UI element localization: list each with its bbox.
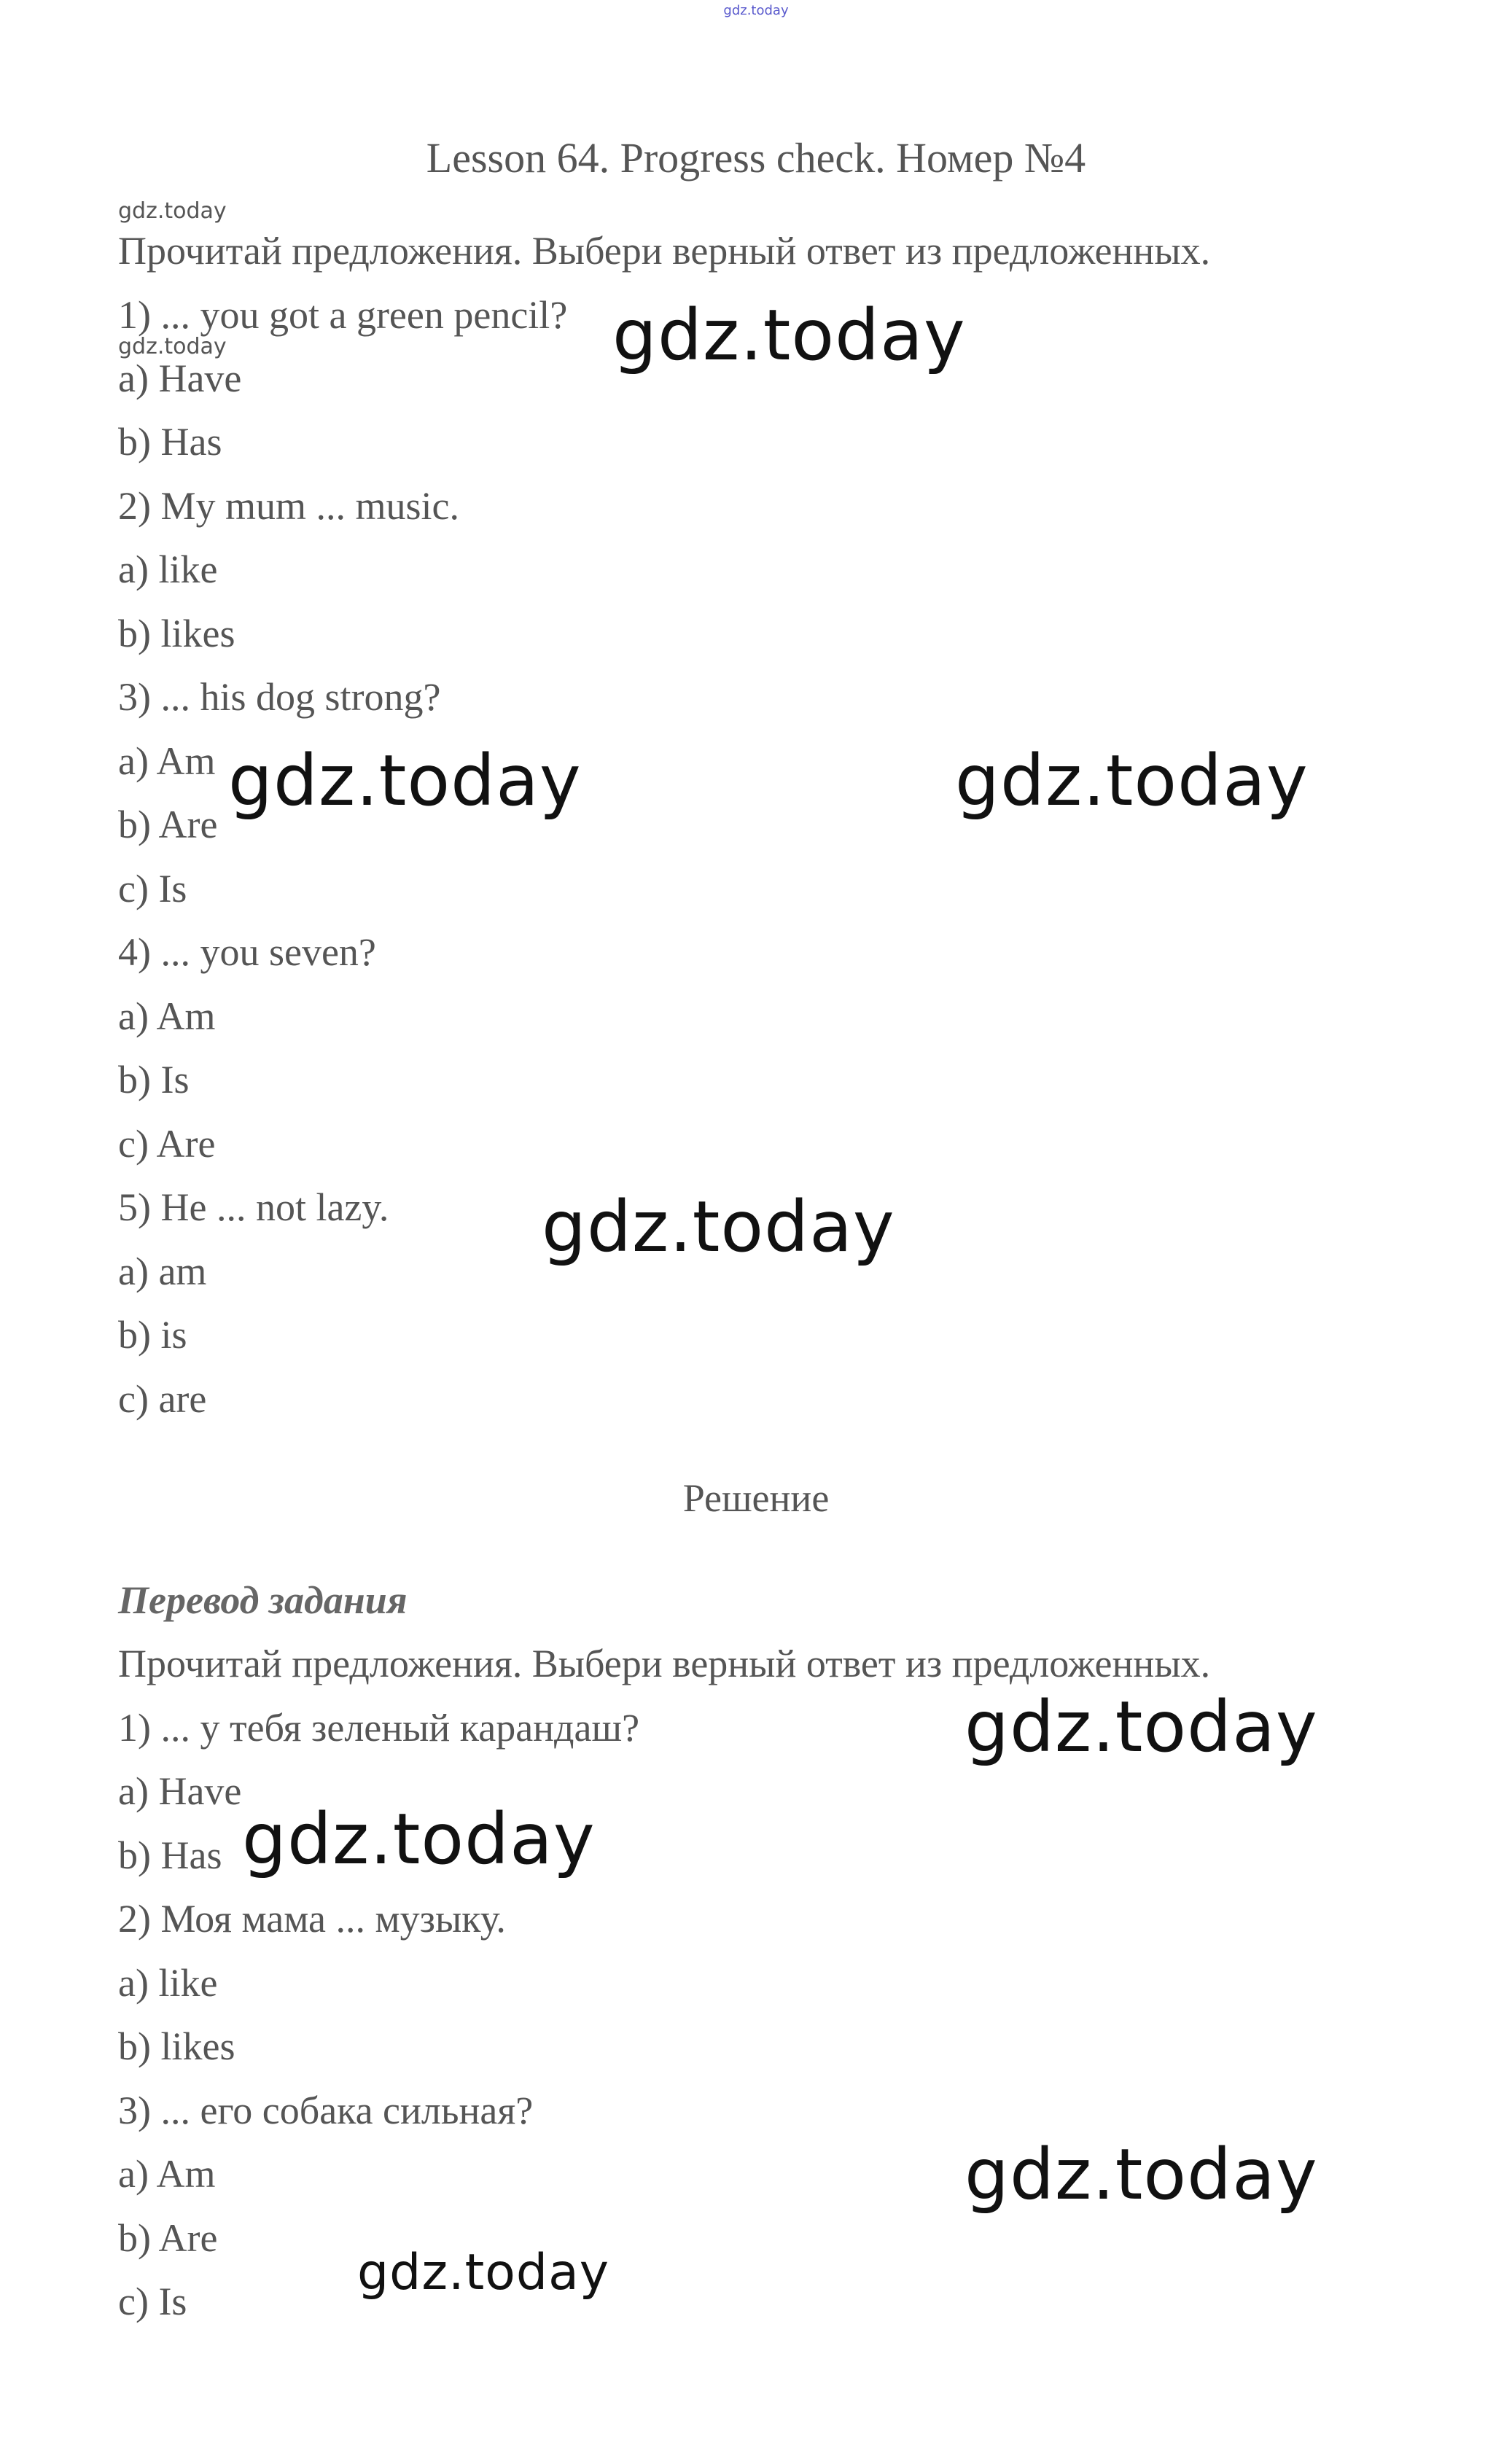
- task-line-12: a) Am: [118, 994, 216, 1038]
- top-watermark: gdz.today: [723, 3, 789, 18]
- task-line-3: b) Has: [118, 420, 222, 464]
- watermark-2: gdz.today: [228, 740, 582, 822]
- solution-line-2: a) Have: [118, 1769, 242, 1813]
- task-line-6: b) likes: [118, 612, 235, 655]
- task-line-16: a) am: [118, 1249, 207, 1293]
- small-watermark-1: gdz.today: [118, 198, 227, 224]
- solution-line-8: a) Am: [118, 2152, 216, 2196]
- task-line-13: b) Is: [118, 1058, 190, 1102]
- solution-line-10: c) Is: [118, 2280, 187, 2323]
- task-line-9: b) Are: [118, 803, 218, 846]
- small-watermark-2: gdz.today: [118, 334, 227, 359]
- task-line-4: 2) My mum ... music.: [118, 484, 459, 528]
- solution-line-1: 1) ... у тебя зеленый карандаш?: [118, 1706, 640, 1750]
- task-line-11: 4) ... you seven?: [118, 930, 376, 974]
- solution-line-7: 3) ... его собака сильная?: [118, 2089, 534, 2132]
- task-line-17: b) is: [118, 1313, 187, 1357]
- task-line-7: 3) ... his dog strong?: [118, 675, 441, 719]
- watermark-3: gdz.today: [955, 740, 1309, 822]
- solution-line-3: b) Has: [118, 1833, 222, 1877]
- watermark-1: gdz.today: [612, 295, 966, 376]
- page-title: Lesson 64. Progress check. Номер №4: [426, 134, 1086, 182]
- task-instruction: Прочитай предложения. Выбери верный ответ из предложенных.: [118, 229, 1211, 273]
- task-line-8: a) Am: [118, 739, 216, 783]
- task-line-14: c) Are: [118, 1122, 216, 1166]
- task-line-10: c) Is: [118, 867, 187, 911]
- watermark-8: gdz.today: [357, 2244, 609, 2301]
- translation-heading: Перевод задания: [118, 1578, 408, 1622]
- solution-line-6: b) likes: [118, 2024, 235, 2068]
- task-line-2: a) Have: [118, 356, 242, 400]
- watermark-4: gdz.today: [542, 1186, 895, 1268]
- solution-instruction: Прочитай предложения. Выбери верный ответ из предложенных.: [118, 1642, 1211, 1685]
- watermark-7: gdz.today: [965, 2134, 1318, 2215]
- solution-line-5: a) like: [118, 1961, 218, 2005]
- watermark-6: gdz.today: [242, 1798, 596, 1880]
- solution-line-4: 2) Моя мама ... музыку.: [118, 1897, 506, 1941]
- solution-title: Решение: [682, 1476, 830, 1520]
- task-line-18: c) are: [118, 1377, 207, 1421]
- task-line-5: a) like: [118, 547, 218, 591]
- watermark-5: gdz.today: [965, 1686, 1318, 1768]
- task-line-15: 5) He ... not lazy.: [118, 1185, 389, 1229]
- task-line-1: 1) ... you got a green pencil?: [118, 293, 568, 337]
- solution-line-9: b) Are: [118, 2216, 218, 2260]
